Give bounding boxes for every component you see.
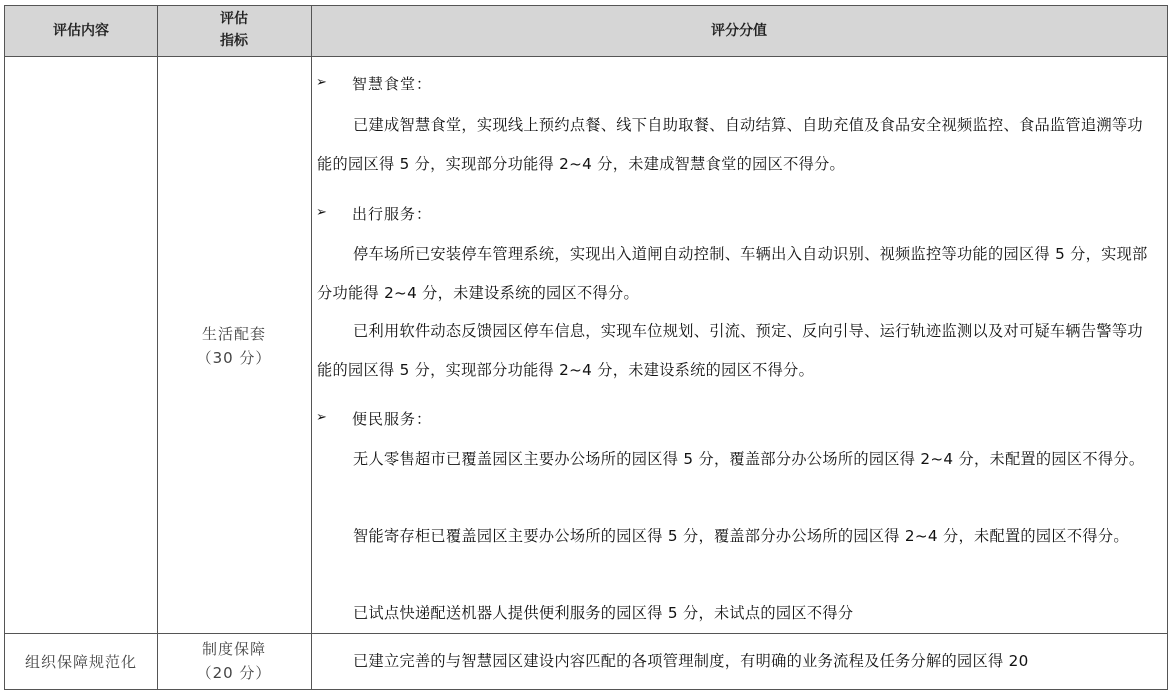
col-divider-2	[311, 6, 312, 689]
paragraph-management-system: 已建立完善的与智慧园区建设内容匹配的各项管理制度，有明确的业务流程及任务分解的园区得 20	[353, 652, 1029, 670]
paragraph-canteen: 已建成智慧食堂，实现线上预约点餐、线下自助取餐、自动结算、自助充值及食品安全视频监控、食品监管追溯等功能的园区得 5 分，实现部分功能得 2~4 分，未建成智慧食堂的园区不得分。	[317, 116, 1143, 173]
header-score: 评分分值	[711, 23, 767, 39]
row2-indicator-name: 制度保障	[201, 640, 266, 658]
section-title-travel: 出行服务：	[352, 205, 433, 223]
header-indicator	[157, 8, 311, 52]
bullet-arrow-icon: ➢	[316, 75, 327, 90]
paragraph-locker: 智能寄存柜已覆盖园区主要办公场所的园区得 5 分，覆盖部分办公场所的园区得 2~4 分，未配置的园区不得分。	[353, 527, 1129, 545]
row-divider	[5, 633, 1167, 634]
header-content: 评估内容	[53, 23, 109, 39]
paragraph-robot: 已试点快递配送机器人提供便利服务的园区得 5 分，未试点的园区不得分	[353, 604, 854, 622]
header-indicator-line1: 评估	[220, 11, 248, 27]
row1-indicator-points: （30 分）	[196, 349, 272, 367]
row1-indicator	[157, 322, 311, 370]
paragraph-retail: 无人零售超市已覆盖园区主要办公场所的园区得 5 分，覆盖部分办公场所的园区得 2~4 分，未配置的园区不得分。	[353, 450, 1145, 468]
section-title-convenience: 便民服务：	[352, 410, 433, 428]
section-title-canteen: 智慧食堂：	[352, 75, 433, 93]
paragraph-parking-info: 已利用软件动态反馈园区停车信息，实现车位规划、引流、预定、反向引导、运行轨迹监测以及对可疑车辆告警等功能的园区得 5 分，实现部分功能得 2~4 分，未建设系统的园区不得分。	[317, 322, 1143, 379]
bullet-arrow-icon: ➢	[316, 410, 327, 425]
paragraph-parking-system: 停车场所已安装停车管理系统，实现出入道闸自动控制、车辆出入自动识别、视频监控等功能的园区得 5 分，实现部分功能得 2~4 分，未建设系统的园区不得分。	[317, 245, 1148, 302]
row1-indicator-name: 生活配套	[201, 325, 266, 343]
row2-indicator	[157, 637, 311, 685]
header-indicator-line2: 指标	[220, 33, 248, 49]
row2-content: 组织保障规范化	[24, 653, 137, 671]
bullet-arrow-icon: ➢	[316, 205, 327, 220]
row2-indicator-points: （20 分）	[196, 664, 272, 682]
